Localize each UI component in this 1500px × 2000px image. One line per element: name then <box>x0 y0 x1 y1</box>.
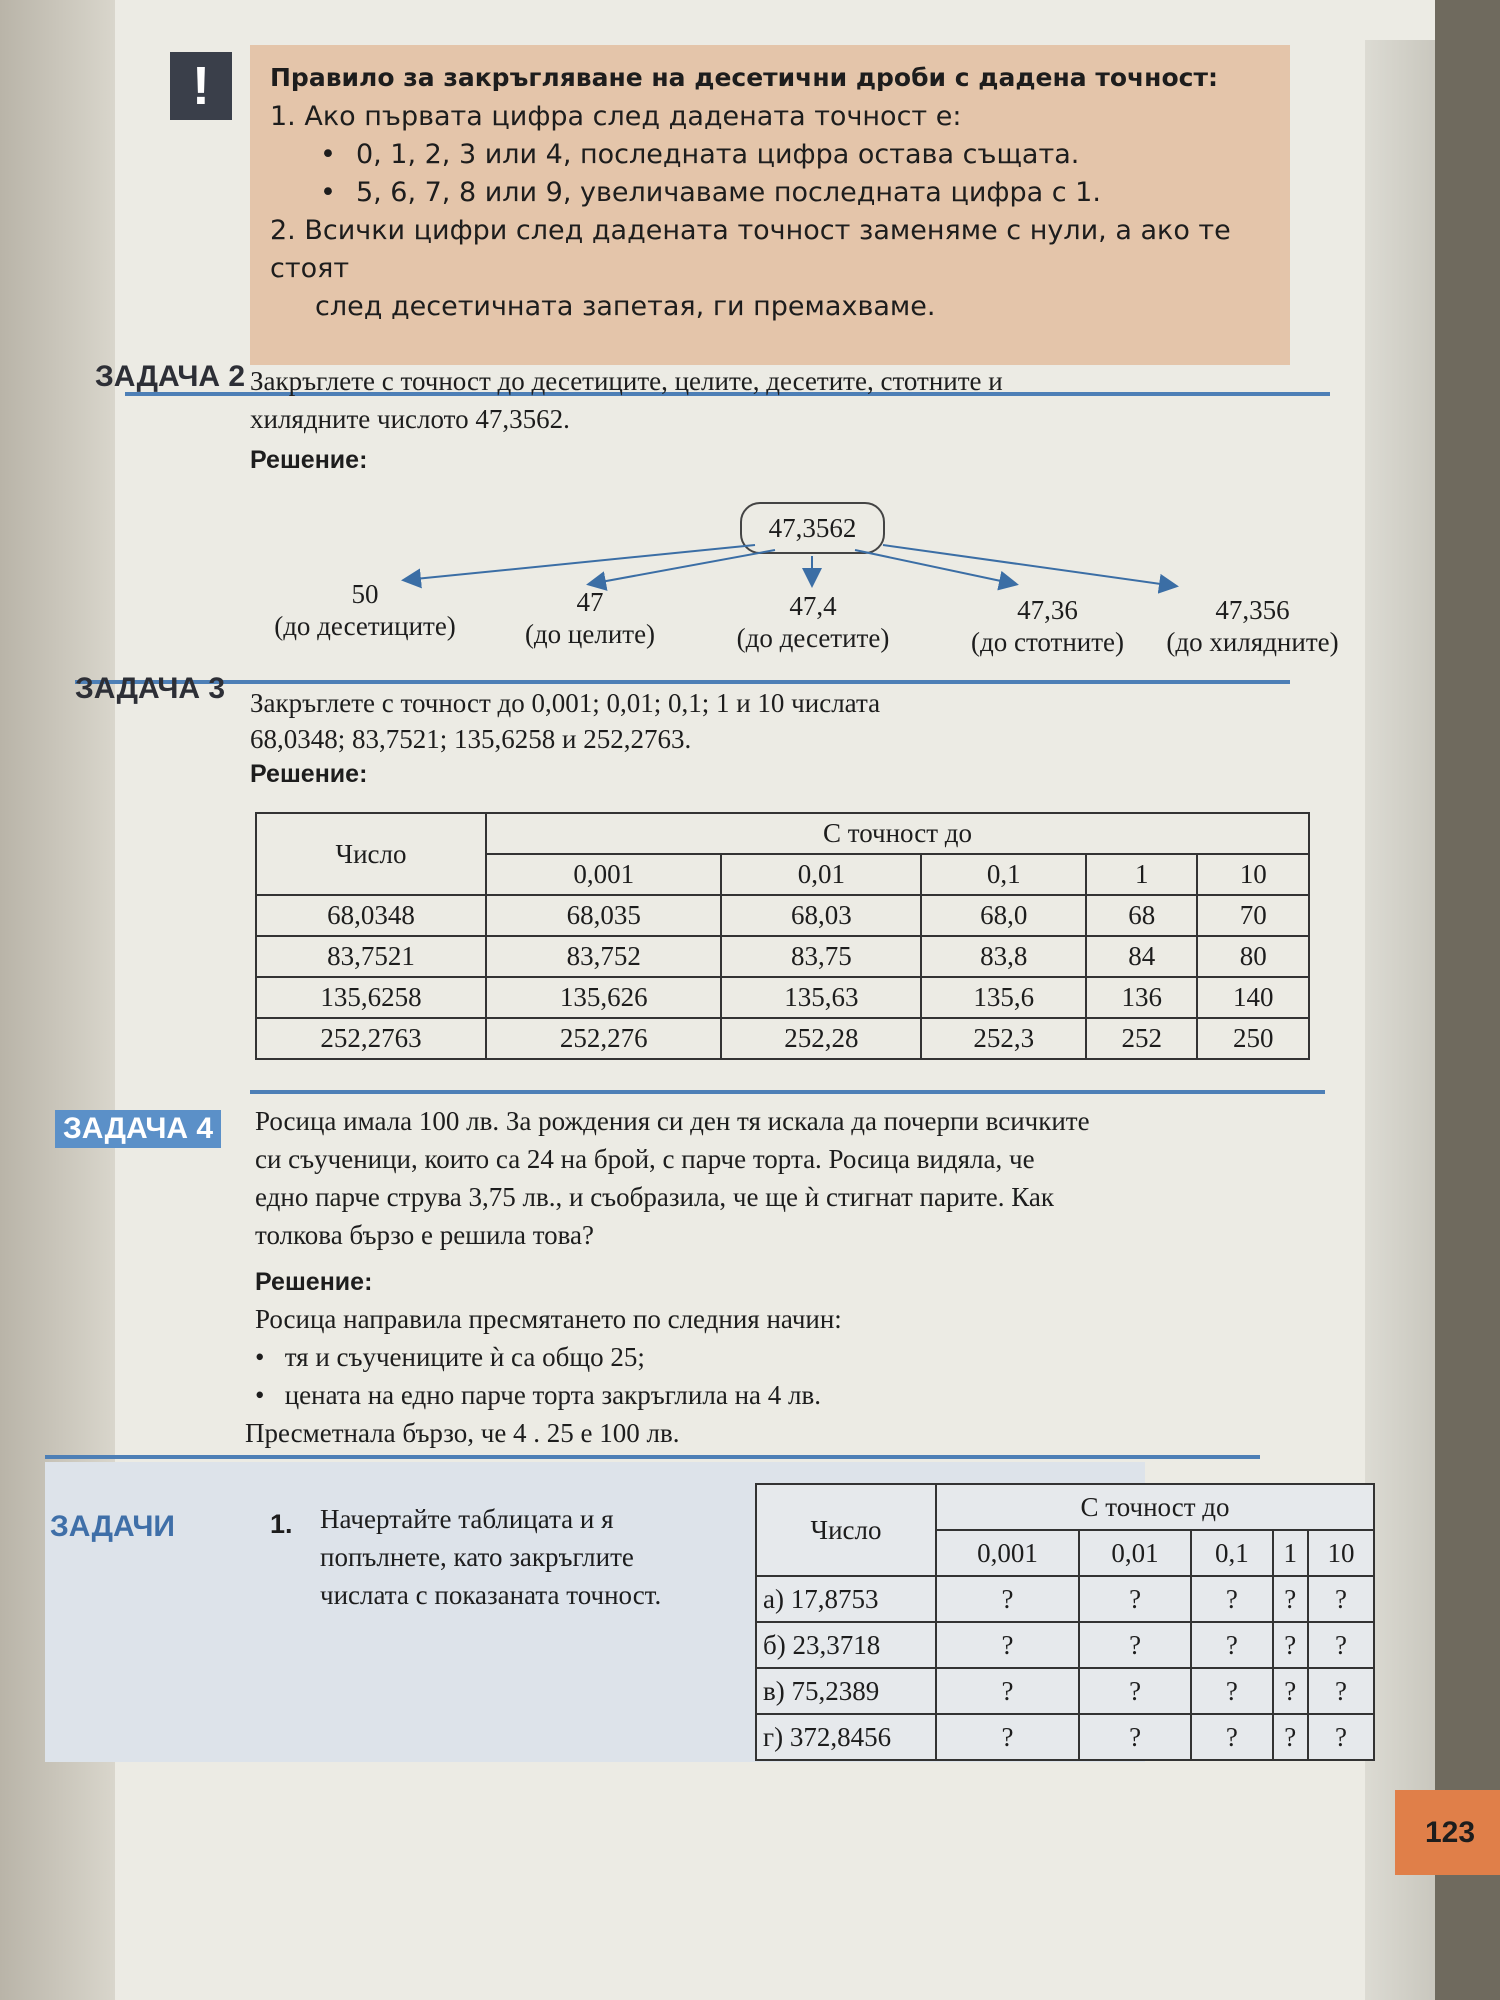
exercise-table <box>755 1483 1375 1761</box>
task4-line4: толкова бързо е решила това? <box>255 1220 595 1250</box>
task3-label: ЗАДАЧА 3 <box>75 672 226 705</box>
exercise-line1: Начертайте таблицата и я <box>320 1504 614 1534</box>
arrow-hundredths <box>855 550 1015 584</box>
precision-header: 0,1 <box>1191 1530 1272 1576</box>
task4-conclusion: Пресметнала бързо, че 4 . 25 е 100 лв. <box>245 1418 680 1448</box>
table-row: б) 23,3718 ? ? ? ? ? <box>756 1622 1374 1668</box>
precision-header: 0,01 <box>1079 1530 1191 1576</box>
task3-solution-heading: Решение: <box>250 760 368 788</box>
table-row: в) 75,2389 ? ? ? ? ? <box>756 1668 1374 1714</box>
exercise-number: 1. <box>270 1509 293 1539</box>
arrow-units <box>590 550 775 584</box>
divider-task4 <box>250 1090 1325 1094</box>
precision-header: 0,001 <box>936 1530 1079 1576</box>
table-row: 135,6258 135,626 135,63 135,6 136 140 <box>256 977 1309 1018</box>
precision-header: 1 <box>1086 854 1197 895</box>
rule-sub-2: • 5, 6, 7, 8 или 9, увеличаваме последната цифра с 1. <box>270 174 1268 212</box>
divider-exercises <box>45 1455 1260 1459</box>
tree-node-tenths: 47,4 (до десетите) <box>736 591 890 653</box>
task2-line1: Закръглете с точност до десетиците, целите, десетите, стотните и <box>250 366 1003 396</box>
table-header-precision: С точност до <box>936 1484 1374 1530</box>
task4-label: ЗАДАЧА 4 <box>55 1110 221 1148</box>
table-row: а) 17,8753 ? ? ? ? ? <box>756 1576 1374 1622</box>
task2-solution-heading: Решение: <box>250 446 368 474</box>
exercises-label: ЗАДАЧИ <box>50 1510 175 1543</box>
task4-bullet-2: • цената на едно парче торта закръглила на 4 лв. <box>255 1380 821 1410</box>
task4-line1: Росица имала 100 лв. За рождения си ден тя искала да почерпи всичките <box>255 1106 1090 1136</box>
tree-node-thousandths: 47,356 (до хилядните) <box>1166 595 1339 657</box>
rule-item-1: 1. Ако първата цифра след дадената точност е: <box>270 101 962 132</box>
tree-node-units: 47 (до целите) <box>524 587 656 649</box>
page-number: 123 <box>1395 1790 1500 1875</box>
table-row: 83,7521 83,752 83,75 83,8 84 80 <box>256 936 1309 977</box>
task4-line3: едно парче струва 3,75 лв., и съобразила, че ще ѝ стигнат парите. Как <box>255 1182 1054 1212</box>
task4-bullet-1: • тя и съучениците ѝ са общо 25; <box>255 1342 645 1372</box>
tree-node-tens: 50 (до десетиците) <box>274 579 456 641</box>
table-header-number: Число <box>756 1484 936 1576</box>
textbook-page <box>50 0 1476 2000</box>
exercise-line3: числата с показаната точност. <box>320 1580 662 1610</box>
table-header-precision: С точност до <box>486 813 1309 854</box>
rule-item-2: 2. Всички цифри след дадената точност заменяме с нули, а ако те стоят <box>270 215 1231 284</box>
task3-line1: Закръглете с точност до 0,001; 0,01; 0,1; 1 и 10 числата <box>250 688 881 718</box>
table-header-number: Число <box>256 813 486 895</box>
exclamation-icon: ! <box>170 52 232 120</box>
rule-sub-1: • 0, 1, 2, 3 или 4, последната цифра остава същата. <box>270 136 1268 174</box>
tree-root: 47,3562 <box>740 502 885 554</box>
task2-label: ЗАДАЧА 2 <box>95 360 246 393</box>
precision-header: 1 <box>1273 1530 1308 1576</box>
task3-table <box>255 812 1310 1060</box>
precision-header: 0,001 <box>486 854 721 895</box>
rule-title: Правило за закръгляване на десетични дроби с дадена точност: <box>270 63 1218 92</box>
precision-header: 10 <box>1308 1530 1374 1576</box>
task4-solution-heading: Решение: <box>255 1268 373 1296</box>
task3-line2: 68,0348; 83,7521; 135,6258 и 252,2763. <box>250 724 692 754</box>
task4-solution-intro: Росица направила пресмятането по следния начин: <box>255 1304 842 1334</box>
table-row: г) 372,8456 ? ? ? ? ? <box>756 1714 1374 1760</box>
exercise-line2: попълнете, като закръглите <box>320 1542 634 1572</box>
task2-line2: хилядните числото 47,3562. <box>250 404 570 434</box>
precision-header: 0,01 <box>721 854 921 895</box>
precision-header: 0,1 <box>921 854 1086 895</box>
task4-line2: си съученици, които са 24 на брой, с парче торта. Росица видяла, че <box>255 1144 1035 1174</box>
table-row: 68,0348 68,035 68,03 68,0 68 70 <box>256 895 1309 936</box>
tree-node-hundredths: 47,36 (до стотните) <box>970 595 1125 657</box>
table-row: 252,2763 252,276 252,28 252,3 252 250 <box>256 1018 1309 1059</box>
precision-header: 10 <box>1197 854 1309 895</box>
rule-item-2-cont: след десетичната запетая, ги премахваме. <box>315 291 936 322</box>
